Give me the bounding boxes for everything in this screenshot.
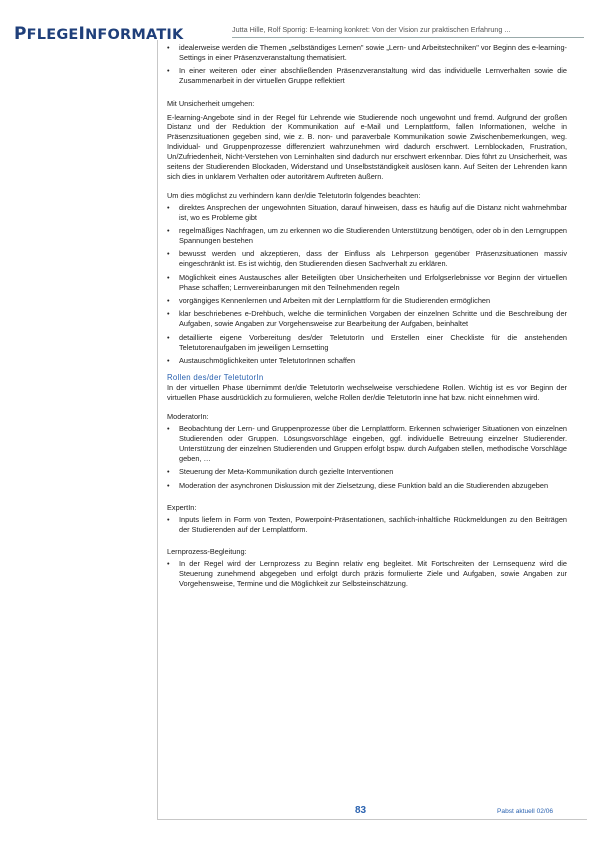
subheading-expertin: ExpertIn: — [167, 503, 197, 513]
list-item: • In der Regel wird der Lernprozess zu Beginn relativ eng begleitet. Mit Fortschreiten der Lernsequenz wird die Steuerung zunehmend abgegeben und erfolgt durch präzis formulierte Ziele und Aufgaben, sowie Angaben zur Vorgehensweise, Termine und die Möglichkeit zur Selbsteinschätzung. — [167, 559, 567, 589]
bullet-list-lernprozess — [167, 559, 567, 589]
list-item: • Beobachtung der Lern- und Gruppenprozesse über die Lernplattform. Erkennen schwieriger Situationen von einzelnen Studierenden oder Gruppen. Lösungsvorschläge eingeben, ggf. individuelle Betreuung einzelner Studierender. Unterstützung der einzelnen Studierenden und Gruppen erfolgt bspw. durch Aufgaben stellen, methodische Vorschläge geben, … — [167, 424, 567, 464]
page-number: 83 — [355, 805, 367, 816]
list-item: • Steuerung der Meta-Kommunikation durch gezielte Interventionen — [167, 467, 567, 477]
list-item: • bewusst werden und akzeptieren, dass der Einfluss als Lehrperson gegenüber Präsenzsituationen massiv eingeschränkt ist. Es ist wichtig, den Studierenden diesen Sachverhalt zu erklären. — [167, 249, 567, 269]
list-item: • Möglichkeit eines Austausches aller Beteiligten über Unsicherheiten und Erfolgserlebnisse vor Beginn der virtuellen Phase schaffen; Lernvereinbarungen mit den Teilnehmenden regeln — [167, 273, 567, 293]
list-item: • Austauschmöglichkeiten unter TeletutorInnen schaffen — [167, 356, 567, 366]
article-body — [167, 43, 567, 592]
list-item: • regelmäßiges Nachfragen, um zu erkennen wo die Studierenden Unterstützung benötigen, oder ob in den Lerngruppen Spannungen bestehen — [167, 226, 567, 246]
list-item: • detaillierte eigene Vorbereitung des/der TeletutorIn und Erstellen einer Checkliste für die anstehenden Teletutorenaufgaben im jeweiligen Lernsetting — [167, 333, 567, 353]
bullet-list-verhindern — [167, 203, 567, 366]
subheading-moderatorin: ModeratorIn: — [167, 412, 209, 422]
list-item: • In einer weiteren oder einer abschließenden Präsenzveranstaltung wird das individuelle Lernverhalten sowie die Zusammenarbeit in der virtuellen Gruppe reflektiert — [167, 66, 567, 86]
list-item: • direktes Ansprechen der ungewohnten Situation, darauf hinweisen, dass es häufig auf die Distanz nicht wahrnehmbar ist, wo es Probleme gibt — [167, 203, 567, 223]
list-item: • klar beschriebenes e-Drehbuch, welche die terminlichen Vorgaben der einzelnen Schritte und die Beschreibung der Aufgaben, sowie Angaben zur Vorgehensweise zur Bearbeitung der Aufgaben, beinhaltet — [167, 309, 567, 329]
running-title: Jutta Hille, Rolf Sporrig: E-learning konkret: Von der Vision zur praktischen Erfahrung ... — [232, 25, 511, 34]
bullet-list-expertin — [167, 515, 567, 535]
journal-issue: Pabst aktuell 02/06 — [497, 808, 554, 815]
list-item: • Inputs liefern in Form von Texten, Powerpoint-Präsentationen, sachlich-inhaltliche Rückmeldungen zu den Beiträgen der Studierenden auf der Lernplattform. — [167, 515, 567, 535]
list-item: • Moderation der asynchronen Diskussion mit der Zielsetzung, diese Funktion bald an die Studierenden abzugeben — [167, 481, 567, 491]
subheading-unsicherheit: Mit Unsicherheit umgehen: — [167, 98, 255, 108]
list-item: • vorgängiges Kennenlernen und Arbeiten mit der Lernplattform für die Studierenden ermöglichen — [167, 296, 567, 306]
paragraph-rollen: In der virtuellen Phase übernimmt der/die TeletutorIn wechselweise verschiedene Rollen. Wichtig ist es vor Beginn der virtuellen Phase ausdrücklich zu formulieren, welche Rollen der/die TeletutorIn inne hat bzw. nicht einnehmen wird. — [167, 383, 567, 403]
list-item: • idealerweise werden die Themen „selbständiges Lernen" sowie „Lern- und Arbeitstechniken" vor Beginn des e-learning-Settings in einer Präsenzveranstaltung thematisiert. — [167, 43, 567, 63]
column-divider — [157, 40, 158, 820]
bullet-list-moderatorin — [167, 424, 567, 490]
bullet-list-intro — [167, 43, 567, 86]
subheading-lernprozess: Lernprozess-Begleitung: — [167, 547, 247, 557]
footer-rule — [157, 819, 587, 820]
journal-logo: PFLEGEINFORMATIK — [14, 24, 184, 44]
paragraph-unsicherheit: E-learning-Angebote sind in der Regel für Lehrende wie Studierende noch ungewohnt und fremd. Aufgrund der großen Distanz und der Reduktion der Kommunikation auf e-Mail und Lernplattform, fallen Informationen, welche in Präsenzsituationen gegeben sind, wie z. B. non- und paraverbale Kommunikation sowie Zwischenbemerkungen, weg. Individual- und Gruppenprozesse differenziert wahrzunehmen wird dadurch erschwert. Lernblockaden, Frustration, Un/Zufriedenheit, Nicht-Verstehen von Lerninhalten sind dadurch nur erschwert erkennbar. Dies führt zu Unsicherheit, was seitens der Studierenden Blockaden, Widerstand und Unselbstständigkeit auslösen kann. Auf Seiten der Lehrenden kann sich dies in unklarem Verhalten oder autoritärem Auftreten äußern. — [167, 112, 567, 181]
header-rule — [232, 37, 584, 38]
intro-verhindern: Um dies möglichst zu verhindern kann der/die TeletutorIn folgendes beachten: — [167, 190, 421, 200]
section-heading-rollen: Rollen des/der TeletutorIn — [167, 373, 264, 383]
